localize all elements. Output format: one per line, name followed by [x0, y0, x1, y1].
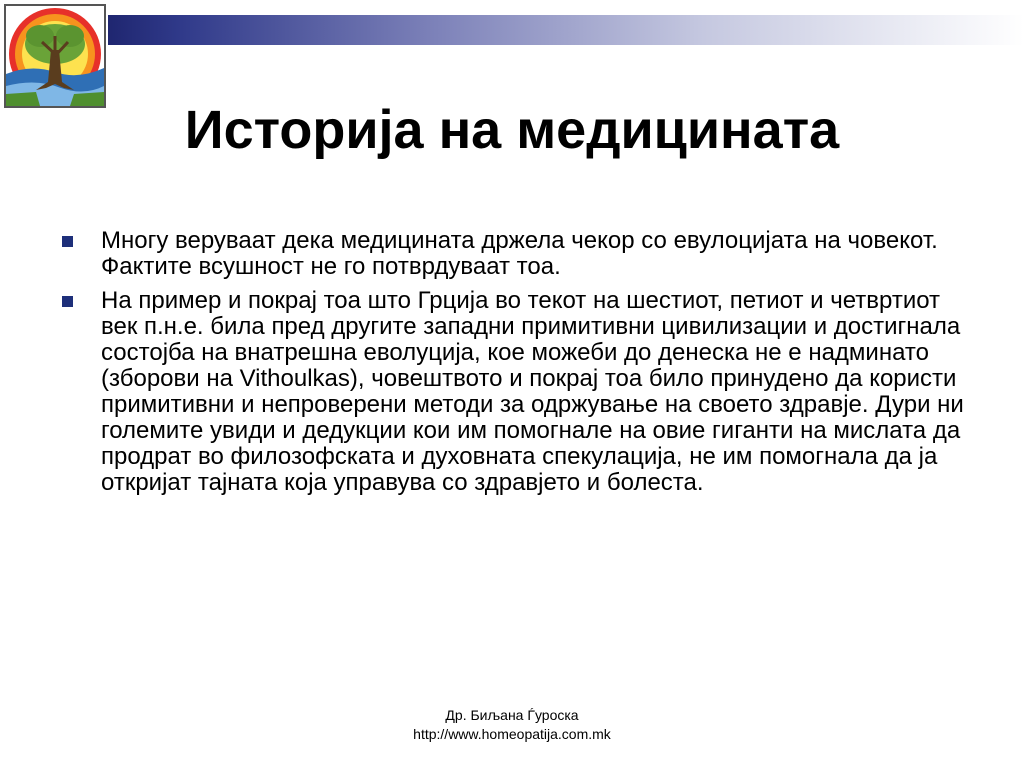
bullet-item — [60, 228, 980, 280]
bullet-text: Многу веруваат дека медицината држела чекор со евулоцијата на човекот. Фактите всушност не го потврдуваат тоа. — [101, 227, 938, 280]
slide-footer — [0, 706, 1024, 744]
header-gradient-bar — [108, 15, 1024, 45]
square-bullet-icon — [62, 296, 73, 307]
bullet-item — [60, 288, 980, 496]
footer-author: Др. Биљана Ѓуроска — [445, 707, 579, 723]
bullet-text: На пример и покрај тоа што Грција во текот на шестиот, петиот и четвртиот век п.н.е. била пред другите западни примитивни цивилизации и достигнала состојба на внатрешна еволуција, кое можеби до денеска не е надминато (зборови на Vithoulkas), човештвото и покрај тоа било принудено да користи примитивни и непроверени методи за одржување на своето здравје. Дури ни големите увиди и дедукции кои им помогнале на овие гиганти на мислата да продрат во филозофската и духовната спекулација, не им помогнала да ја откријат тајната која управува со здравјето и болеста. — [101, 287, 964, 496]
slide-title: Историја на медицината — [184, 100, 840, 160]
bullet-list — [60, 228, 980, 504]
footer-url[interactable]: http://www.homeopatija.com.mk — [413, 726, 611, 742]
square-bullet-icon — [62, 236, 73, 247]
